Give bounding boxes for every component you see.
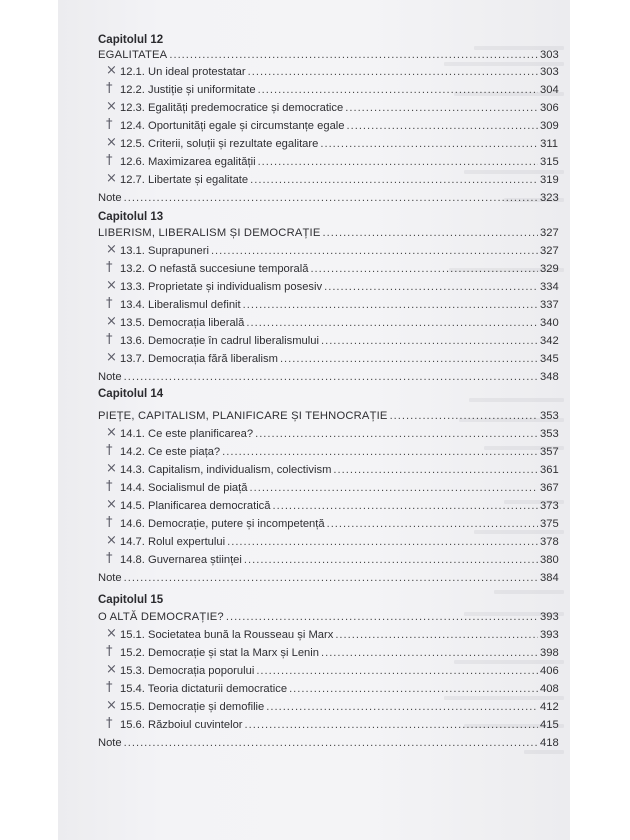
dot-leader [222,445,538,459]
toc-entry [120,173,558,187]
entry-label: Note [98,192,122,204]
page-number: 357 [540,446,559,458]
toc-entry [120,65,558,79]
pencil-tick-mark: × [106,135,117,150]
pencil-tick-mark: † [106,443,113,458]
page-number: 303 [540,66,559,78]
entry-label: 13.4. Liberalismul definit [120,299,241,311]
dot-leader [333,463,538,477]
toc-entry [120,298,558,312]
dot-leader [246,316,538,330]
pencil-tick-mark: × [106,662,117,677]
pencil-tick-mark: † [106,117,113,132]
toc-entry [120,119,558,133]
pencil-tick-mark: × [106,497,117,512]
entry-label: 14.1. Ce este planificarea? [120,428,254,440]
page-number: 306 [540,102,559,114]
page-number: 309 [540,120,559,132]
entry-label: 15.1. Societatea bună la Rousseau și Marx [120,629,334,641]
dot-leader [323,226,538,240]
pencil-tick-mark: × [106,425,117,440]
entry-label: 15.4. Teoria dictaturii democratice [120,683,288,695]
dot-leader [321,646,538,660]
entry-label: 14.6. Democrație, putere și incompetență [120,518,325,530]
pencil-tick-mark: † [106,332,113,347]
dot-leader [321,334,538,348]
notes-entry [98,191,558,205]
page-number: 345 [540,353,559,365]
pencil-tick-mark: × [106,461,117,476]
dot-leader [273,499,539,513]
toc-entry [120,535,558,549]
page-number: 380 [540,554,559,566]
dot-leader [289,682,538,696]
toc-entry [120,718,558,732]
entry-label: 15.6. Războiul cuvintelor [120,719,243,731]
page-number: 348 [540,371,559,383]
entry-label: 13.3. Proprietate și individualism posesiv [120,281,323,293]
toc-entry [120,499,558,513]
entry-label: 14.5. Planificarea democratică [120,500,271,512]
dot-leader [250,173,538,187]
page-number: 393 [540,629,559,641]
pencil-tick-mark: † [106,644,113,659]
page-number: 323 [540,192,559,204]
dot-leader [347,119,539,133]
dot-leader [211,244,538,258]
page-number: 315 [540,156,559,168]
dot-leader [243,298,538,312]
toc-entry [120,682,558,696]
dot-leader [327,517,538,531]
page-number: 327 [540,245,559,257]
entry-label: LIBERISM, LIBERALISM ȘI DEMOCRAȚIE [98,227,321,239]
dot-leader [258,155,538,169]
notes-entry [98,736,558,750]
page-number: 373 [540,500,559,512]
dot-leader [226,610,538,624]
page-number: 415 [540,719,559,731]
toc-entry [120,262,558,276]
toc-entry [120,463,558,477]
entry-label: 13.2. O nefastă succesiune temporală [120,263,309,275]
toc-entry [120,244,558,258]
notes-entry [98,571,558,585]
page-number: 329 [540,263,559,275]
entry-label: O ALTĂ DEMOCRAȚIE? [98,611,224,623]
dot-leader [390,409,538,423]
dot-leader [245,718,538,732]
page-number: 408 [540,683,559,695]
page-number: 418 [540,737,559,749]
dot-leader [310,262,538,276]
toc-entry [120,316,558,330]
pencil-tick-mark: † [106,296,113,311]
pencil-tick-mark: × [106,698,117,713]
toc-entry [120,646,558,660]
toc-entry [120,280,558,294]
page-number: 393 [540,611,559,623]
toc-entry [120,553,558,567]
dot-leader [124,370,538,384]
entry-label: 14.7. Rolul expertului [120,536,226,548]
entry-label: Note [98,572,122,584]
page-number: 340 [540,317,559,329]
page-number: 406 [540,665,559,677]
pencil-tick-mark: × [106,63,117,78]
pencil-tick-mark: † [106,260,113,275]
dot-leader [324,280,538,294]
toc-entry [120,334,558,348]
pencil-tick-mark: † [106,515,113,530]
pencil-tick-mark: † [106,716,113,731]
toc-entry [120,155,558,169]
pencil-tick-mark: × [106,278,117,293]
dot-leader [280,352,538,366]
page-number: 303 [540,49,559,61]
pencil-tick-mark: † [106,153,113,168]
dot-leader [124,571,538,585]
dot-leader [227,535,538,549]
entry-label: 13.7. Democrația fără liberalism [120,353,278,365]
entry-label: 14.8. Guvernarea științei [120,554,242,566]
pencil-tick-mark: × [106,314,117,329]
entry-label: 12.2. Justiție și uniformitate [120,84,256,96]
entry-label: Note [98,737,122,749]
toc-entry [120,83,558,97]
page-number: 367 [540,482,559,494]
pencil-tick-mark: × [106,626,117,641]
toc-entry [120,137,558,151]
page-number: 353 [540,410,559,422]
entry-label: 12.1. Un ideal protestatar [120,66,246,78]
toc-entry [120,517,558,531]
dot-leader [248,65,538,79]
pencil-tick-mark: × [106,350,117,365]
dot-leader [250,481,539,495]
entry-label: Note [98,371,122,383]
page-number: 334 [540,281,559,293]
chapter-heading: Capitolul 14 [98,388,164,400]
dot-leader [124,191,538,205]
chapter-title [98,48,558,62]
page-number: 304 [540,84,559,96]
entry-label: 13.5. Democrația liberală [120,317,245,329]
chapter-title [98,610,558,624]
dot-leader [335,628,538,642]
page-number: 319 [540,174,559,186]
dot-leader [266,700,538,714]
entry-label: 12.3. Egalități predemocratice și democratice [120,102,344,114]
page-number: 398 [540,647,559,659]
toc-entry [120,427,558,441]
toc-entry [120,352,558,366]
page-number: 412 [540,701,559,713]
entry-label: 12.4. Oportunități egale și circumstanțe egale [120,120,345,132]
toc-entry [120,664,558,678]
pencil-tick-mark: × [106,242,117,257]
dot-leader [345,101,538,115]
dot-leader [320,137,538,151]
pencil-tick-mark: † [106,479,113,494]
dot-leader [169,48,538,62]
pencil-tick-mark: † [106,81,113,96]
entry-label: 12.5. Criterii, soluții și rezultate egalitare [120,138,319,150]
entry-label: 14.2. Ce este piața? [120,446,221,458]
chapter-title [98,409,558,423]
toc-entry [120,481,558,495]
page-number: 353 [540,428,559,440]
page-number: 342 [540,335,559,347]
notes-entry [98,370,558,384]
chapter-title [98,226,558,240]
page-number: 361 [540,464,559,476]
dot-leader [256,664,538,678]
page-number: 375 [540,518,559,530]
pencil-tick-mark: † [106,680,113,695]
book-page [58,0,570,840]
pencil-tick-mark: × [106,533,117,548]
dot-leader [258,83,538,97]
page-number: 311 [540,138,558,150]
entry-label: PIEȚE, CAPITALISM, PLANIFICARE ȘI TEHNOCRAȚIE [98,410,388,422]
entry-label: 15.2. Democrație și stat la Marx și Lenin [120,647,319,659]
pencil-tick-mark: × [106,99,117,114]
entry-label: EGALITATEA [98,49,168,61]
entry-label: 15.5. Democrație și demofilie [120,701,265,713]
pencil-tick-mark: † [106,551,113,566]
entry-label: 12.7. Libertate și egalitate [120,174,249,186]
dot-leader [255,427,538,441]
entry-label: 13.6. Democrație în cadrul liberalismului [120,335,319,347]
entry-label: 13.1. Suprapuneri [120,245,209,257]
dot-leader [244,553,538,567]
toc-entry [120,445,558,459]
entry-label: 14.4. Socialismul de piață [120,482,248,494]
toc-entry [120,628,558,642]
page-number: 378 [540,536,559,548]
pencil-tick-mark: × [106,171,117,186]
page-number: 327 [540,227,559,239]
chapter-heading: Capitolul 15 [98,594,164,606]
entry-label: 12.6. Maximizarea egalității [120,156,256,168]
page-number: 384 [540,572,559,584]
entry-label: 14.3. Capitalism, individualism, colectivism [120,464,332,476]
chapter-heading: Capitolul 13 [98,211,164,223]
toc-entry [120,101,558,115]
dot-leader [124,736,538,750]
chapter-heading: Capitolul 12 [98,34,164,46]
entry-label: 15.3. Democrația poporului [120,665,255,677]
toc-entry [120,700,558,714]
page-number: 337 [540,299,559,311]
